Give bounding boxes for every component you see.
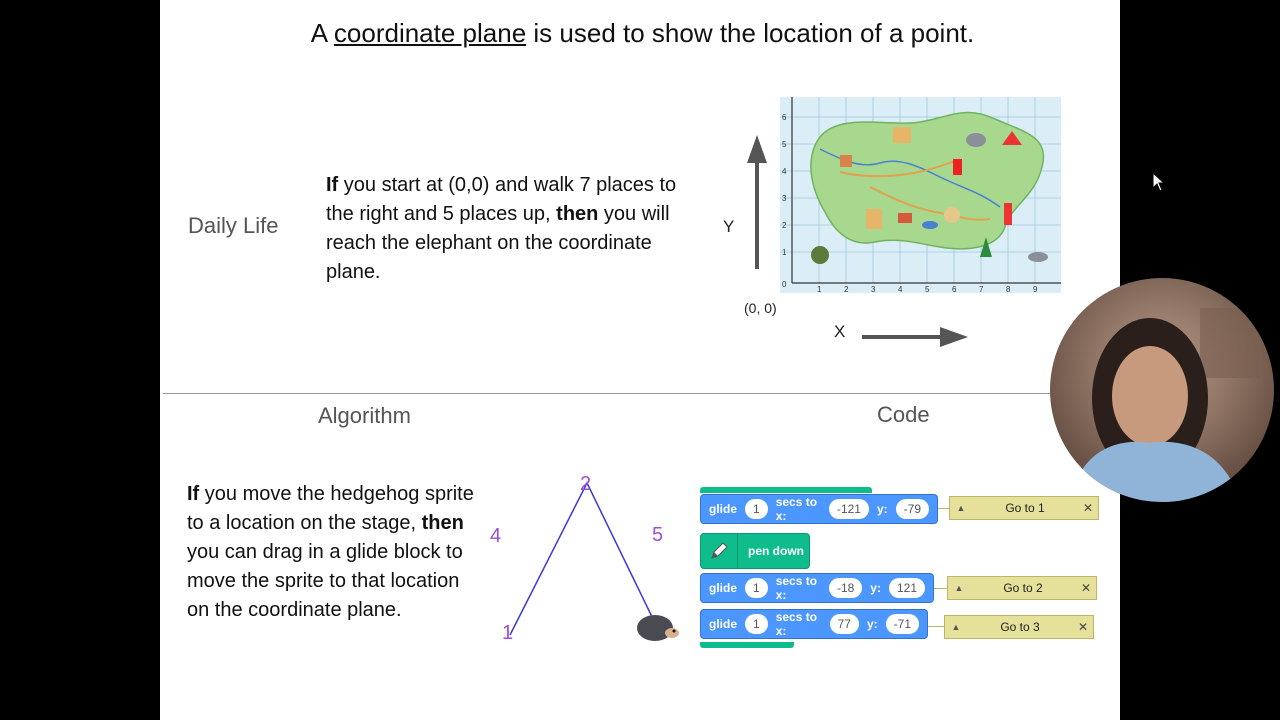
hedgehog-sprite <box>637 615 679 641</box>
path-drawing <box>480 465 680 655</box>
svg-text:4: 4 <box>782 167 787 176</box>
comment-close-icon[interactable]: ✕ <box>1082 501 1094 515</box>
svg-text:6: 6 <box>952 285 957 293</box>
glide-2-x-input[interactable]: -18 <box>829 578 862 598</box>
svg-text:3: 3 <box>782 194 787 203</box>
x-axis-arrow <box>862 326 968 348</box>
mouse-cursor-icon <box>1152 172 1166 192</box>
x-axis-label: X <box>834 322 846 341</box>
y-axis-label: Y <box>723 217 735 236</box>
algorithm-label: Algorithm <box>318 403 411 428</box>
svg-text:9: 9 <box>1033 285 1038 293</box>
map-origin-tick: 0 <box>782 280 787 289</box>
presenter-webcam <box>1050 278 1274 502</box>
origin-label: (0, 0) <box>744 300 777 316</box>
daily-life-paragraph: If you start at (0,0) and walk 7 places to the right and 5 places up, then you will reach the elephant on the coordinate plane. <box>326 174 677 283</box>
glide-3-y-input[interactable]: -71 <box>886 614 919 634</box>
glide-block-1[interactable]: glide 1 secs to x: -121 y: -79 <box>700 494 938 524</box>
top-block-strip <box>700 487 872 493</box>
svg-text:8: 8 <box>1006 285 1011 293</box>
glide-2-secs-input[interactable]: 1 <box>745 578 768 598</box>
y-axis-arrow <box>746 135 768 270</box>
glide-block-2[interactable]: glide 1 secs to x: -18 y: 121 <box>700 573 934 603</box>
svg-text:2: 2 <box>782 221 787 230</box>
daily-life-label: Daily Life <box>188 213 279 238</box>
bottom-block-strip <box>700 642 794 648</box>
glide-1-x-input[interactable]: -121 <box>829 499 869 519</box>
comment-go-to-1[interactable]: ▲ Go to 1 ✕ <box>949 496 1099 520</box>
algorithm-paragraph: If you move the hedgehog sprite to a location on the stage, then you can drag in a glide block to move the sprite to that location on the coordinate plane. <box>187 483 474 621</box>
glide-1-y-input[interactable]: -79 <box>896 499 929 519</box>
svg-text:5: 5 <box>782 140 787 149</box>
point-label-1: 1 <box>502 622 514 644</box>
glide-3-secs-input[interactable]: 1 <box>745 614 768 634</box>
code-label: Code <box>877 402 930 427</box>
glide-1-secs-input[interactable]: 1 <box>745 499 768 519</box>
glide-block-3[interactable]: glide 1 secs to x: 77 y: -71 <box>700 609 928 639</box>
treasure-map-coordinate-plane <box>780 97 1061 293</box>
svg-text:2: 2 <box>844 285 849 293</box>
svg-text:7: 7 <box>979 285 984 293</box>
svg-text:4: 4 <box>898 285 903 293</box>
pen-down-block[interactable]: pen down <box>700 533 810 569</box>
pen-icon <box>701 533 738 569</box>
point-label-2: 2 <box>580 473 592 495</box>
svg-text:1: 1 <box>817 285 822 293</box>
point-label-4: 4 <box>490 525 502 547</box>
svg-text:3: 3 <box>871 285 876 293</box>
title-underlined-term: coordinate plane <box>333 18 527 48</box>
svg-text:6: 6 <box>782 113 787 122</box>
comment-go-to-2[interactable]: ▲ Go to 2 ✕ <box>947 576 1097 600</box>
slide-title: A coordinate plane is used to show the location of a point. <box>310 18 975 48</box>
svg-text:1: 1 <box>782 248 787 257</box>
section-divider <box>163 393 1120 394</box>
slide <box>160 0 1120 720</box>
glide-3-x-input[interactable]: 77 <box>830 614 859 634</box>
svg-text:5: 5 <box>925 285 930 293</box>
point-label-5: 5 <box>652 524 664 546</box>
comment-collapse-icon[interactable]: ▲ <box>956 503 966 513</box>
glide-2-y-input[interactable]: 121 <box>889 578 925 598</box>
comment-go-to-3[interactable]: ▲ Go to 3 ✕ <box>944 615 1094 639</box>
